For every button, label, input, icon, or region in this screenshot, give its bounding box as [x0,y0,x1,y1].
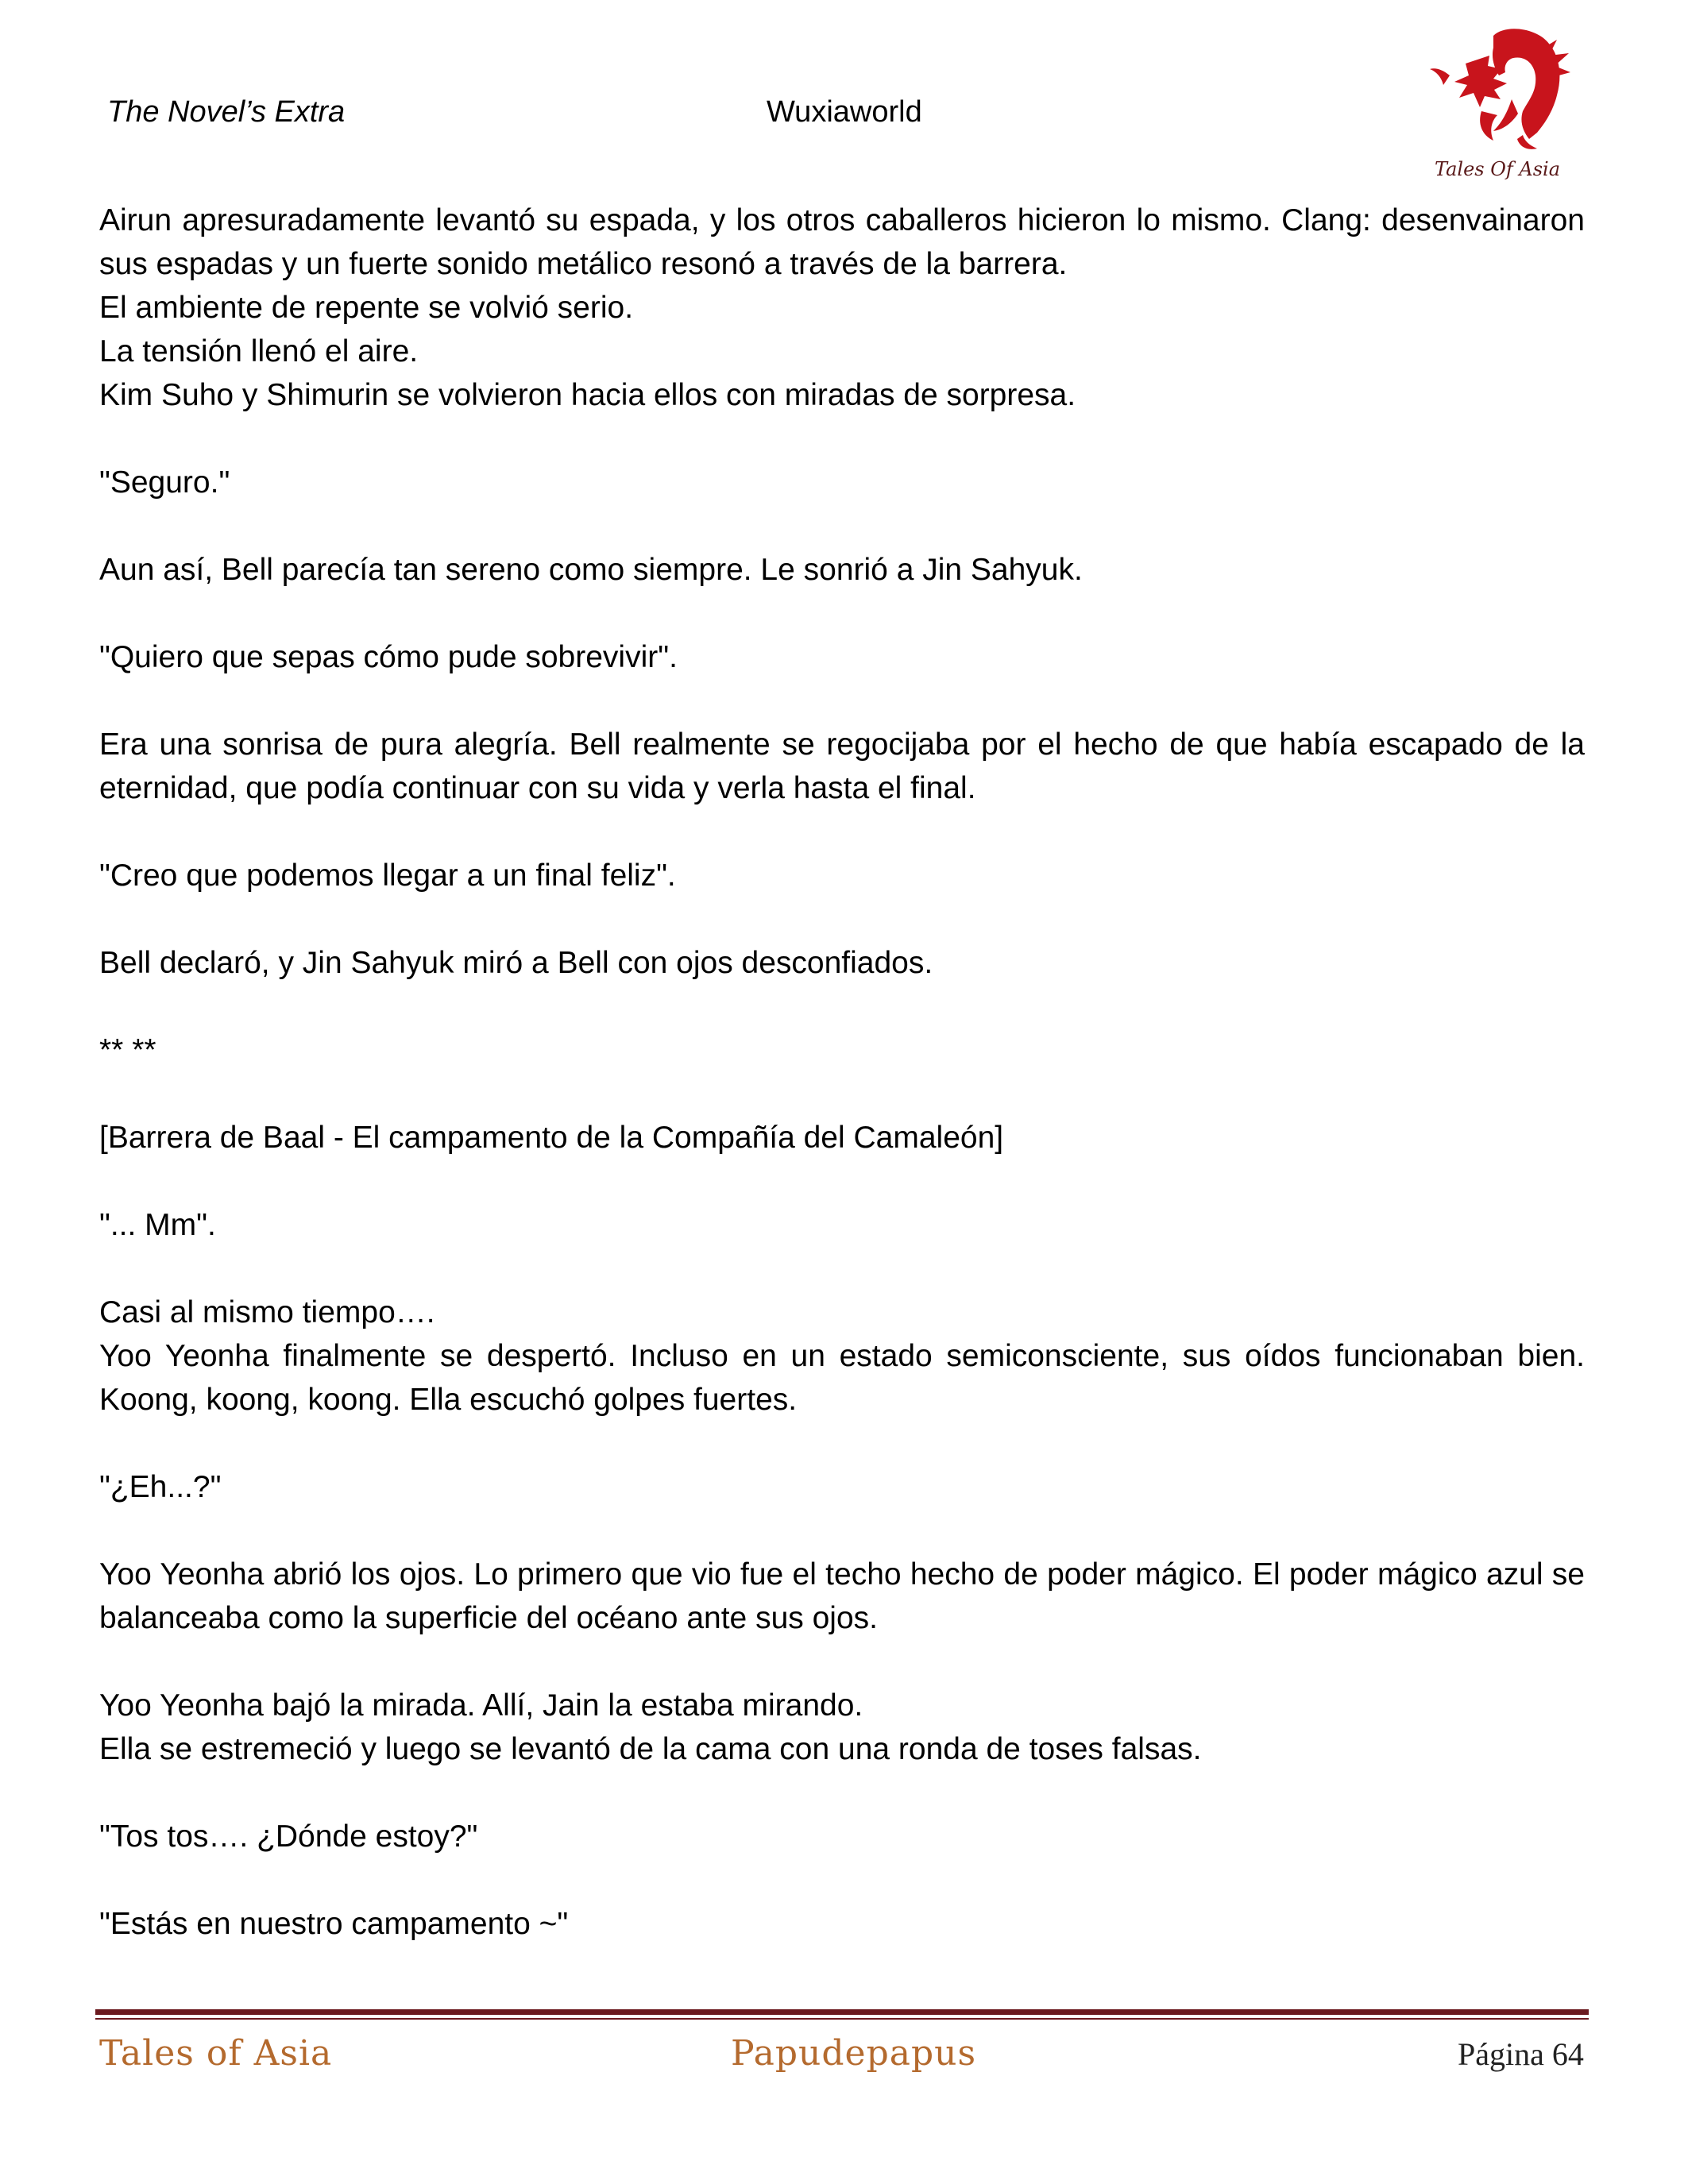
paragraph: "Tos tos…. ¿Dónde estoy?" [99,1819,478,1854]
footer-site-name: Tales of Asia [99,2033,333,2074]
page-number: Página 64 [1458,2036,1584,2072]
paragraph: Kim Suho y Shimurin se volvieron hacia ellos con miradas de sorpresa. [99,378,1076,412]
paragraph: La tensión llenó el aire. [99,334,419,369]
paragraph: "¿Eh...?" [99,1470,222,1504]
logo-text: Tales Of Asia [1434,158,1561,180]
section-separator: ** ** [99,1033,156,1067]
paragraph: Ella se estremeció y luego se levantó de la cama con una ronda de toses falsas. [99,1732,1202,1766]
footer-translator: Papudepapus [731,2033,977,2074]
paragraph: Era una sonrisa de pura alegría. Bell realmente se regocijaba por el hecho de que había escapado de la eternidad, que podía continuar con su vida y verla hasta el final. [99,727,1585,805]
paragraph: Aun así, Bell parecía tan sereno como siempre. Le sonrió a Jin Sahyuk. [99,553,1083,587]
header-novel-title: The Novel’s Extra [107,95,346,129]
location-heading: [Barrera de Baal - El campamento de la Compañía del Camaleón] [99,1121,1004,1155]
paragraph: "Creo que podemos llegar a un final feliz". [99,859,676,893]
paragraph: Casi al mismo tiempo…. [99,1295,435,1329]
chapter-body [99,199,1585,1946]
paragraph: "... Mm". [99,1208,216,1242]
paragraph: Yoo Yeonha abrió los ojos. Lo primero que vio fue el techo hecho de poder mágico. El poder mágico azul se balanceaba como la superficie del océano ante sus ojos. [99,1557,1585,1635]
paragraph: "Estás en nuestro campamento ~" [99,1907,569,1941]
footer-rule-thin [95,2018,1589,2020]
red-dragon-logo-icon [1418,20,1577,187]
paragraph: Yoo Yeonha bajó la mirada. Allí, Jain la estaba mirando. [99,1688,863,1723]
paragraph: El ambiente de repente se volvió serio. [99,291,634,325]
paragraph: Bell declaró, y Jin Sahyuk miró a Bell con ojos desconfiados. [99,946,933,980]
paragraph: "Seguro." [99,465,230,500]
paragraph: Yoo Yeonha finalmente se despertó. Incluso en un estado semiconsciente, sus oídos funcionaban bien. Koong, koong, koong. Ella escuchó golpes fuertes. [99,1339,1585,1417]
paragraph: Airun apresuradamente levantó su espada, y los otros caballeros hicieron lo mismo. Clang: desenvainaron sus espadas y un fuerte sonido metálico resonó a través de la barrera. [99,203,1585,281]
paragraph: "Quiero que sepas cómo pude sobrevivir". [99,640,678,674]
footer-rule [95,2009,1589,2015]
header-source: Wuxiaworld [767,95,922,129]
